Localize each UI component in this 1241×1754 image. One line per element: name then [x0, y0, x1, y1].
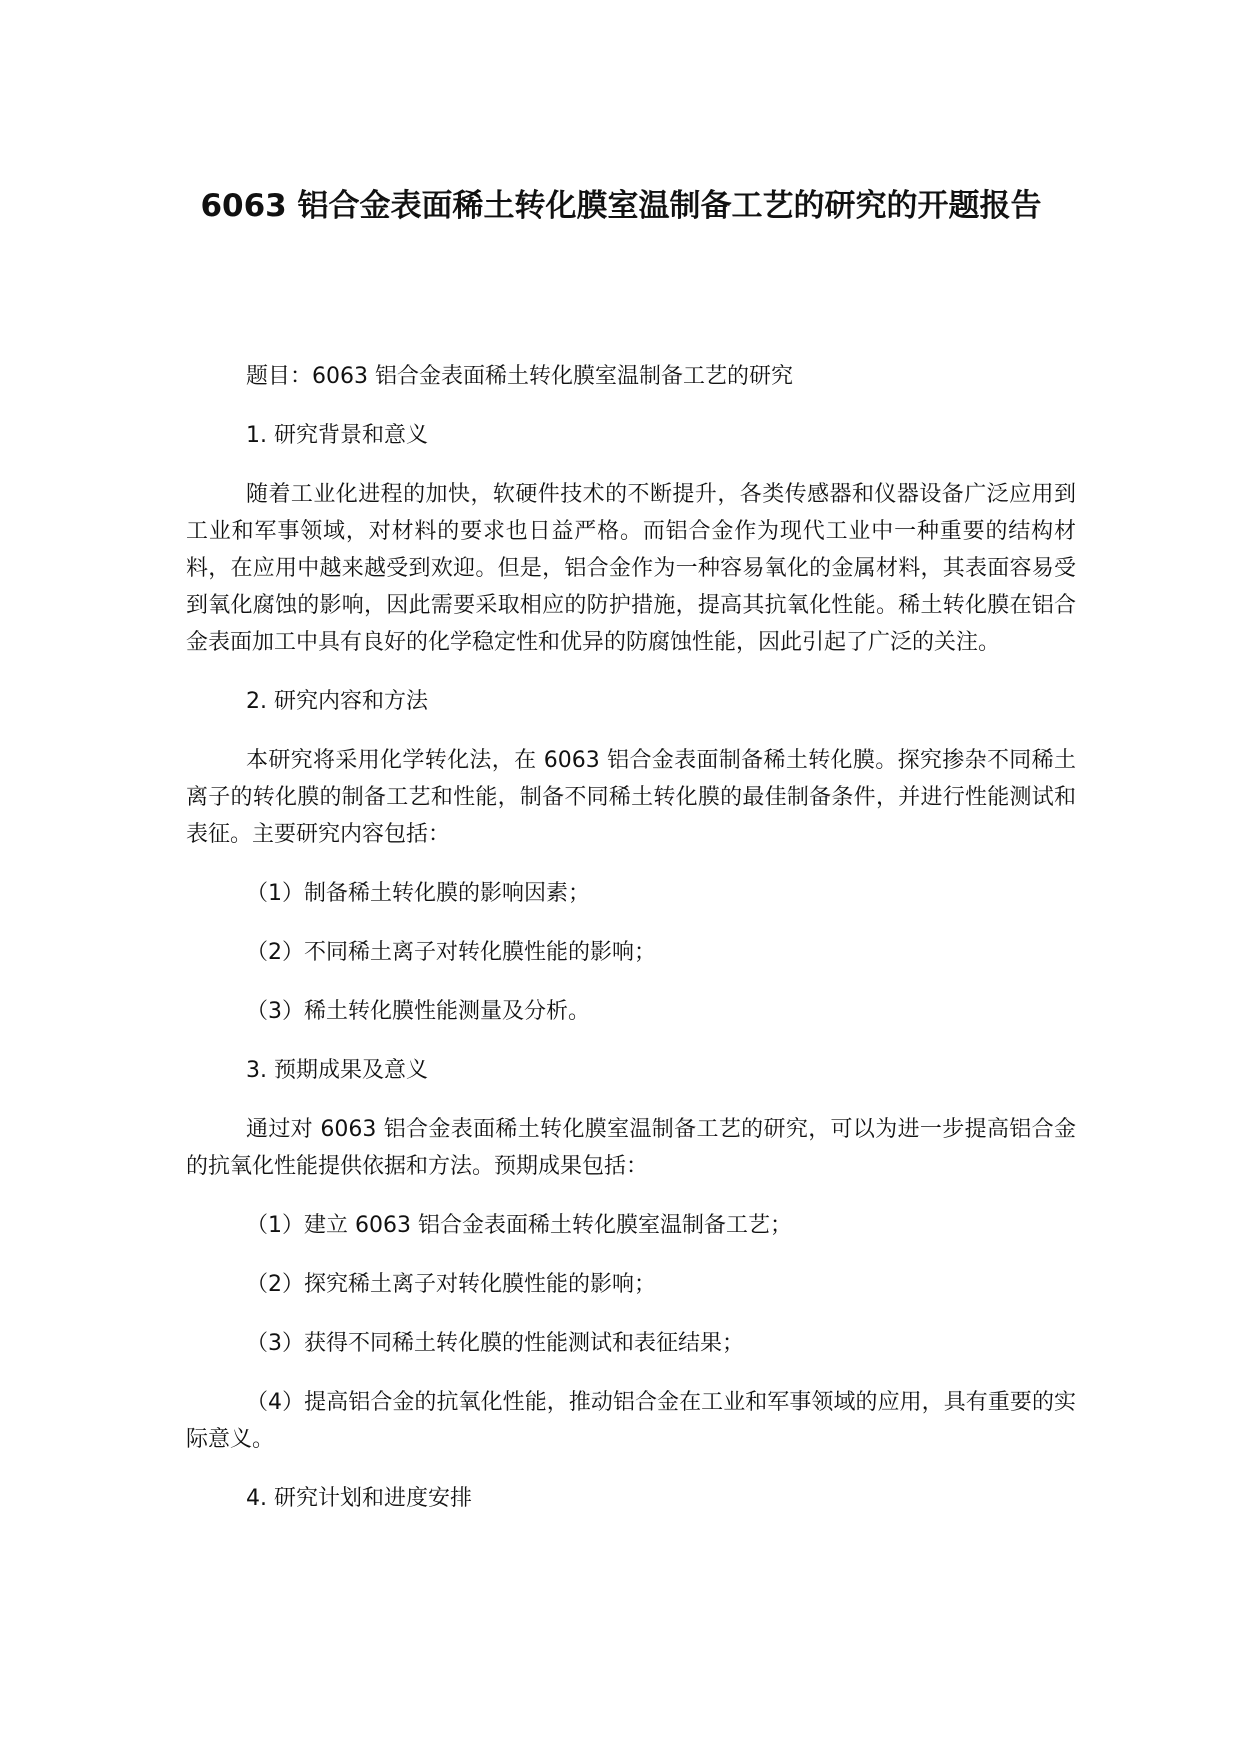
list-item: （4）提高铝合金的抗氧化性能，推动铝合金在工业和军事领域的应用，具有重要的实际意义。	[186, 1390, 1076, 1452]
body-paragraph: 随着工业化进程的加快，软硬件技术的不断提升，各类传感器和仪器设备广泛应用到工业和军事领域，对材料的要求也日益严格。而铝合金作为现代工业中一种重要的结构材料，在应用中越来越受到欢迎。但是，铝合金作为一种容易氧化的金属材料，其表面容易受到氧化腐蚀的影响，因此需要采取相应的防护措施，提高其抗氧化性能。稀土转化膜在铝合金表面加工中具有良好的化学稳定性和优异的防腐蚀性能，因此引起了广泛的关注。	[186, 482, 1076, 655]
list-item: （2）不同稀土离子对转化膜性能的影响；	[246, 940, 656, 965]
list-item: （3）获得不同稀土转化膜的性能测试和表征结果；	[246, 1331, 744, 1356]
section-heading: 3. 预期成果及意义	[246, 1058, 428, 1083]
body-paragraph: 本研究将采用化学转化法，在 6063 铝合金表面制备稀土转化膜。探究掺杂不同稀土离子的转化膜的制备工艺和性能，制备不同稀土转化膜的最佳制备条件，并进行性能测试和表征。主要研究内容包括：	[186, 748, 1076, 847]
list-item: （1）建立 6063 铝合金表面稀土转化膜室温制备工艺；	[246, 1213, 792, 1238]
body-paragraph: 通过对 6063 铝合金表面稀土转化膜室温制备工艺的研究，可以为进一步提高铝合金的抗氧化性能提供依据和方法。预期成果包括：	[186, 1117, 1076, 1179]
list-item: （3）稀土转化膜性能测量及分析。	[246, 999, 590, 1024]
section-heading: 1. 研究背景和意义	[246, 423, 428, 448]
document-title: 6063 铝合金表面稀土转化膜室温制备工艺的研究的开题报告	[200, 188, 1042, 224]
section-heading: 2. 研究内容和方法	[246, 689, 428, 714]
document-body	[186, 358, 1076, 1539]
list-item: （1）制备稀土转化膜的影响因素；	[246, 881, 590, 906]
list-item: （2）探究稀土离子对转化膜性能的影响；	[246, 1272, 656, 1297]
section-heading: 4. 研究计划和进度安排	[246, 1486, 472, 1511]
topic-line: 题目：6063 铝合金表面稀土转化膜室温制备工艺的研究	[246, 364, 793, 389]
